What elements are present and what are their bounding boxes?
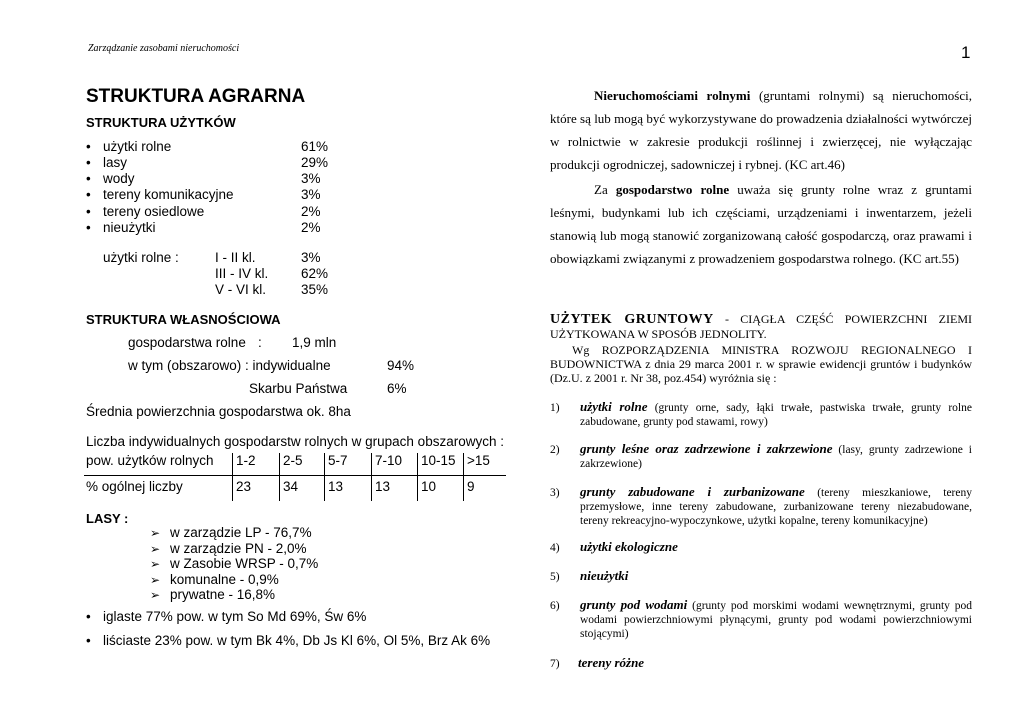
- skarb-value: 6%: [387, 381, 407, 396]
- rolne-value: 3%: [301, 250, 321, 265]
- skarb-label: Skarbu Państwa: [249, 381, 348, 396]
- list-item: 3) grunty zabudowane i zurbanizowane (tereny mieszkaniowe, tereny przemysłowe, inne tereny zabudowane, zurbanizowane tereny niezabudowane, tereny rekreacyjno-wypoczynkowe, użytki kopalne, tereny komunikacyjne): [550, 484, 972, 527]
- farms-table: [84, 453, 506, 501]
- gosp-label: gospodarstwa rolne: [128, 335, 246, 350]
- arrow-bullet-icon: ➢: [150, 573, 161, 587]
- bullet-icon: •: [86, 204, 91, 219]
- rolne-class: III - IV kl.: [215, 266, 269, 281]
- table-header-cell: 1-2: [233, 453, 280, 476]
- lasy-title: LASY :: [86, 511, 129, 526]
- arrow-bullet-icon: ➢: [150, 542, 161, 556]
- uzytki-title: STRUKTURA UŻYTKÓW: [86, 115, 236, 130]
- bullet-icon: •: [86, 187, 91, 202]
- list-item: ➢ prywatne - 16,8%: [150, 587, 276, 602]
- list-item: ➢ w zarządzie PN - 2,0%: [150, 541, 307, 556]
- definition-paragraph: Nieruchomościami rolnymi (gruntami rolnymi) są nieruchomości, które są lub mogą być wykorzystywane do prowadzenia działalności wytwórczej w rolnictwie w zakresie produkcji roślinnej i zwierzęcej, nie wyłączając produkcji ogrodniczej, sadowniczej i rybnej. (KC art.46) Za gospodarstwo rolne uważa się grunty rolne wraz z gruntami leśnymi, budynkami lub ich częściami, urządzeniami i inwentarzem, jeżeli stanowią lub mogą stanowić zorganizowaną całość gospodarczą, oraz prawami i obowiązkami związanymi z prowadzeniem gospodarstwa rolnego. (KC art.55): [550, 88, 972, 266]
- table-header-cell: 2-5: [280, 453, 325, 476]
- bullet-icon: •: [86, 171, 91, 186]
- rolne-value: 35%: [301, 282, 329, 297]
- regulation-text: Wg ROZPORZĄDZENIA MINISTRA ROZWOJU REGIONALNEGO I BUDOWNICTWA z dnia 29 marca 2001 r. w sprawie ewidencji gruntów i budynków (Dz.U. z 2001 r. Nr 38, poz.454) wyróżnia się :: [550, 343, 972, 385]
- rolne-class: V - VI kl.: [215, 282, 267, 297]
- gosp-value: 1,9 mln: [292, 335, 337, 350]
- bullet-icon: •: [86, 633, 91, 648]
- arrow-bullet-icon: ➢: [150, 526, 161, 540]
- list-item: ➢ komunalne - 0,9%: [150, 572, 279, 587]
- list-item: 4) użytki ekologiczne: [550, 539, 678, 554]
- bullet-icon: •: [86, 155, 91, 170]
- table-cell: 13: [325, 476, 372, 502]
- table-header-cell: pow. użytków rolnych: [84, 453, 233, 476]
- table-row: [84, 476, 506, 502]
- bullet-icon: •: [86, 609, 91, 624]
- list-item: ➢ w Zasobie WRSP - 0,7%: [150, 556, 319, 571]
- table-header-cell: 7-10: [372, 453, 418, 476]
- indyw-label: w tym (obszarowo) : indywidualne: [128, 358, 331, 373]
- table-cell: 34: [280, 476, 325, 502]
- page-number: 1: [961, 43, 971, 62]
- bullet-icon: •: [86, 139, 91, 154]
- list-item: 5) nieużytki: [550, 568, 629, 583]
- wlasnosc-title: STRUKTURA WŁASNOŚCIOWA: [86, 312, 281, 327]
- liczba-title: Liczba indywidualnych gospodarstw rolnych w grupach obszarowych :: [86, 434, 504, 449]
- list-item: ➢ w zarządzie LP - 76,7%: [150, 525, 312, 540]
- list-item: 1) użytki rolne (grunty orne, sady, łąki trwałe, pastwiska trwałe, grunty rolne zabudowane, grunty pod stawami, rowy): [550, 399, 972, 428]
- rolne-class: I - II kl.: [215, 250, 256, 265]
- gosp-sep: :: [258, 335, 262, 350]
- rolne-value: 62%: [301, 266, 329, 281]
- srednia-text: Średnia powierzchnia gospodarstwa ok. 8ha: [86, 404, 351, 419]
- bullet-icon: •: [86, 220, 91, 235]
- table-cell: 13: [372, 476, 418, 502]
- table-header-cell: >15: [464, 453, 507, 476]
- list-item: 6) grunty pod wodami (grunty pod morskimi wodami wewnętrznymi, grunty pod wodami powierzchniowymi płynącymi, grunty pod wodami powierzchniowymi stojącymi): [550, 597, 972, 640]
- list-item: 2) grunty leśne oraz zadrzewione i zakrzewione (lasy, grunty zadrzewione i zakrzewione): [550, 441, 972, 470]
- table-header-cell: 5-7: [325, 453, 372, 476]
- rolne-label: użytki rolne :: [103, 250, 179, 265]
- table-cell: 9: [464, 476, 507, 502]
- arrow-bullet-icon: ➢: [150, 588, 161, 602]
- header-title: Zarządzanie zasobami nieruchomości: [88, 43, 240, 54]
- uzytek-definition: UŻYTEK GRUNTOWY - CIĄGŁA CZĘŚĆ POWIERZCHNI ZIEMI UŻYTKOWANA W SPOSÓB JEDNOLITY.: [550, 312, 973, 341]
- table-header-cell: 10-15: [418, 453, 464, 476]
- table-cell: % ogólnej liczby: [86, 479, 183, 494]
- indyw-value: 94%: [387, 358, 415, 373]
- main-title: STRUKTURA AGRARNA: [86, 86, 306, 107]
- arrow-bullet-icon: ➢: [150, 557, 161, 571]
- table-cell: 23: [233, 476, 280, 502]
- table-cell: 10: [418, 476, 464, 502]
- list-item: 7) tereny różne: [550, 655, 645, 670]
- table-row: [84, 453, 506, 476]
